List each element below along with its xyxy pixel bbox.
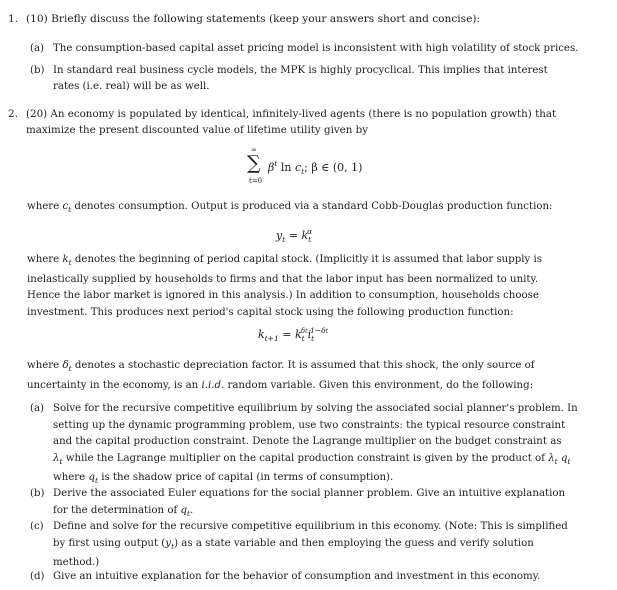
question-prompt: (10) Briefly discuss the following statements (keep your answers short and concise): (26, 13, 481, 25)
question-number: 1. (8, 13, 19, 25)
question-intro-line1: (20) An economy is populated by identical, infinitely-lived agents (there is no population growth) that (26, 108, 557, 120)
item-text: Give an intuitive explanation for the behavior of consumption and investment in this economy. (53, 571, 541, 582)
shock-paragraph (27, 358, 599, 394)
utility-equation (246, 146, 376, 188)
shock-line-2: uncertainty in the economy, is an i.i.d. random variable. Given this environment, do the following: (27, 379, 534, 391)
item-label: (b) (30, 488, 45, 499)
utility-expression: $\beta^t$ $\ln c_t$; β ∈ (0, 1) (268, 159, 363, 176)
consumption-line: where $c_t$ denotes consumption. Output is produced via a standard Cobb-Douglas production function: (27, 201, 553, 214)
item-label: (c) (30, 521, 44, 532)
sum-symbol: ∑ (247, 152, 261, 174)
capital-paragraph (27, 252, 599, 321)
item-text: Derive the associated Euler equations for the social planner problem. Give an intuitive explanation for the determination of $q_t$. (53, 488, 566, 518)
item-text: The consumption-based capital asset pricing model is inconsistent with high volatility of stock prices. (53, 43, 579, 54)
item-text: Define and solve for the recursive competitive equilibrium in this economy. (Note: This is simplified by first using output $(y_t)$ as a state variable and then employing the guess and verify solution method.) (53, 521, 568, 569)
capital-production-equation: $k_{t+1} = k_t^{\delta t}i_t^{1-\delta t}$ (258, 326, 329, 343)
question-number: 2. (8, 108, 19, 120)
item-label: (b) (30, 65, 45, 76)
shock-line-1: where $\delta_t$ denotes a stochastic depreciation factor. It is assumed that this shock, the only source of (27, 360, 535, 373)
item-label: (a) (30, 403, 45, 414)
item-label: (a) (30, 43, 45, 54)
question-intro-line2: maximize the present discounted value of lifetime utility given by (26, 124, 369, 136)
production-equation: $y_t = k_t^\alpha$ (276, 227, 313, 244)
sum-lower-limit: t=0 (249, 177, 263, 185)
capital-line-2: inelastically supplied by households to firms and that the labor input has been normalized to unity. (27, 273, 539, 285)
item-text: Solve for the recursive competitive equilibrium by solving the associated social planner's problem. In setting up the dynamic programming problem, use two constraints: the typical resource constraint and the capital production constraint. Denote the Lagrange multiplier on the budget constraint as $\lambda_t$ while the Lagrange multiplier on the capital production constraint is given by the product of $\lambda_t$ $q_t$ where $q_t$ is the shadow price of capital (in terms of consumption). (53, 403, 578, 486)
capital-line-4: investment. This produces next period's capital stock using the following production function: (27, 306, 514, 318)
item-text-line2: rates (i.e. real) will be as well. (53, 81, 210, 92)
item-label: (d) (30, 571, 45, 582)
sum-upper-limit: ∞ (251, 146, 257, 154)
item-text-line1: In standard real business cycle models, the MPK is highly procyclical. This implies that interest (53, 65, 548, 76)
capital-line-3: Hence the labor market is ignored in this analysis.) In addition to consumption, households choose (27, 290, 539, 302)
capital-line-1: where $k_t$ denotes the beginning of period capital stock. (Implicitly it is assumed that labor supply is (27, 254, 543, 267)
